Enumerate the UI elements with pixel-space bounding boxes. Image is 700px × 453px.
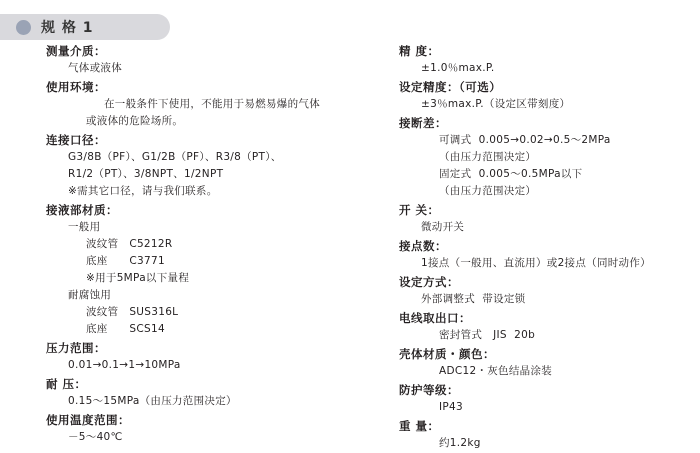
spec-label: 壳体材质・颜色： bbox=[399, 347, 495, 361]
spec-value-line: 0.01→0.1→1→10MPa bbox=[68, 359, 181, 371]
spec-label: 接断差： bbox=[399, 116, 447, 130]
spec-block bbox=[46, 42, 355, 77]
spec-values bbox=[46, 219, 355, 338]
spec-values bbox=[399, 255, 700, 272]
spec-value-line: ±3％max.P.（设定区带刻度） bbox=[421, 98, 571, 110]
spec-label: 设定方式： bbox=[399, 275, 459, 289]
spec-value-line: ※用于5MPa以下量程 bbox=[86, 272, 190, 284]
spec-block bbox=[399, 114, 700, 200]
spec-column-left bbox=[0, 42, 355, 453]
spec-label: 接液部材质： bbox=[46, 203, 118, 217]
spec-value-line: 一般用 bbox=[68, 221, 101, 233]
spec-value-line: 0.15～15MPa（由压力范围决定） bbox=[68, 395, 237, 407]
spec-label: 防护等级： bbox=[399, 383, 459, 397]
spec-value-line: ※需其它口径，请与我们联系。 bbox=[68, 185, 218, 197]
spec-block bbox=[399, 201, 700, 236]
spec-label: 接点数： bbox=[399, 239, 447, 253]
spec-value-line: G3/8B（PF）、G1/2B（PF）、R3/8（PT）、 bbox=[68, 151, 282, 163]
spec-values bbox=[399, 219, 700, 236]
spec-value-line: 气体或液体 bbox=[68, 62, 122, 74]
spec-value-line: 底座 SCS14 bbox=[86, 323, 165, 335]
spec-value-line: 可调式 0.005→0.02→0.5～2MPa bbox=[439, 134, 611, 146]
spec-values bbox=[399, 60, 700, 77]
spec-block bbox=[399, 381, 700, 416]
spec-values bbox=[46, 393, 355, 410]
spec-label: 耐 压： bbox=[46, 377, 87, 391]
spec-value-line: R1/2（PT）、3/8NPT、1/2NPT bbox=[68, 168, 224, 180]
spec-block bbox=[46, 375, 355, 410]
spec-values bbox=[46, 149, 355, 200]
spec-value-line: 外部调整式 带设定锁 bbox=[421, 293, 526, 305]
spec-label: 使用环境： bbox=[46, 80, 106, 94]
spec-label: 使用温度范围： bbox=[46, 413, 130, 427]
spec-values bbox=[46, 357, 355, 374]
spec-value-line: 密封管式 JIS 20b bbox=[439, 329, 536, 341]
spec-column-right bbox=[355, 42, 700, 453]
spec-columns bbox=[0, 42, 700, 453]
spec-value-line: 或液体的危险场所。 bbox=[86, 115, 184, 127]
spec-value-line: IP43 bbox=[439, 401, 463, 413]
spec-block bbox=[399, 237, 700, 272]
spec-label: 重 量： bbox=[399, 419, 440, 433]
spec-block bbox=[46, 78, 355, 130]
spec-label: 设定精度：（可选） bbox=[399, 80, 502, 94]
spec-values bbox=[399, 291, 700, 308]
spec-values bbox=[46, 60, 355, 77]
spec-values bbox=[46, 429, 355, 446]
spec-value-line: 耐腐蚀用 bbox=[68, 289, 112, 301]
spec-value-line: 微动开关 bbox=[421, 221, 465, 233]
spec-block bbox=[399, 42, 700, 77]
spec-value-line: －5～40℃ bbox=[68, 431, 123, 443]
spec-value-line: 固定式 0.005～0.5MPa以下 bbox=[439, 168, 583, 180]
spec-values bbox=[399, 132, 700, 200]
spec-label: 精 度： bbox=[399, 44, 440, 58]
circle-icon bbox=[16, 20, 31, 35]
spec-values bbox=[399, 399, 700, 416]
spec-label: 测量介质： bbox=[46, 44, 106, 58]
spec-label: 压力范围： bbox=[46, 341, 106, 355]
spec-value-line: 1接点（一般用、直流用）或2接点（同时动作） bbox=[421, 257, 651, 269]
spec-block bbox=[399, 309, 700, 344]
spec-value-line: 在一般条件下使用，不能用于易燃易爆的气体 bbox=[104, 98, 320, 110]
spec-value-line: （由压力范围决定） bbox=[439, 151, 537, 163]
spec-value-line: 底座 C3771 bbox=[86, 255, 165, 267]
spec-block bbox=[46, 201, 355, 338]
spec-values bbox=[399, 327, 700, 344]
spec-label: 连接口径： bbox=[46, 133, 106, 147]
spec-block bbox=[46, 339, 355, 374]
spec-block bbox=[399, 417, 700, 452]
spec-value-line: 波纹管 SUS316L bbox=[86, 306, 179, 318]
spec-values bbox=[399, 96, 700, 113]
spec-values bbox=[399, 435, 700, 452]
page-title: 规 格 1 bbox=[41, 20, 94, 36]
spec-value-line: ADC12・灰色结晶涂装 bbox=[439, 365, 553, 377]
section-header-banner bbox=[0, 14, 170, 40]
spec-block bbox=[399, 78, 700, 113]
spec-label: 开 关： bbox=[399, 203, 440, 217]
spec-label: 电线取出口： bbox=[399, 311, 471, 325]
spec-values bbox=[46, 96, 355, 130]
spec-value-line: 波纹管 C5212R bbox=[86, 238, 173, 250]
spec-value-line: 约1.2kg bbox=[439, 437, 481, 449]
spec-block bbox=[399, 273, 700, 308]
spec-value-line: ±1.0％max.P. bbox=[421, 62, 495, 74]
spec-values bbox=[399, 363, 700, 380]
spec-block bbox=[46, 131, 355, 200]
spec-value-line: （由压力范围决定） bbox=[439, 185, 537, 197]
spec-block bbox=[399, 345, 700, 380]
spec-block bbox=[46, 411, 355, 446]
